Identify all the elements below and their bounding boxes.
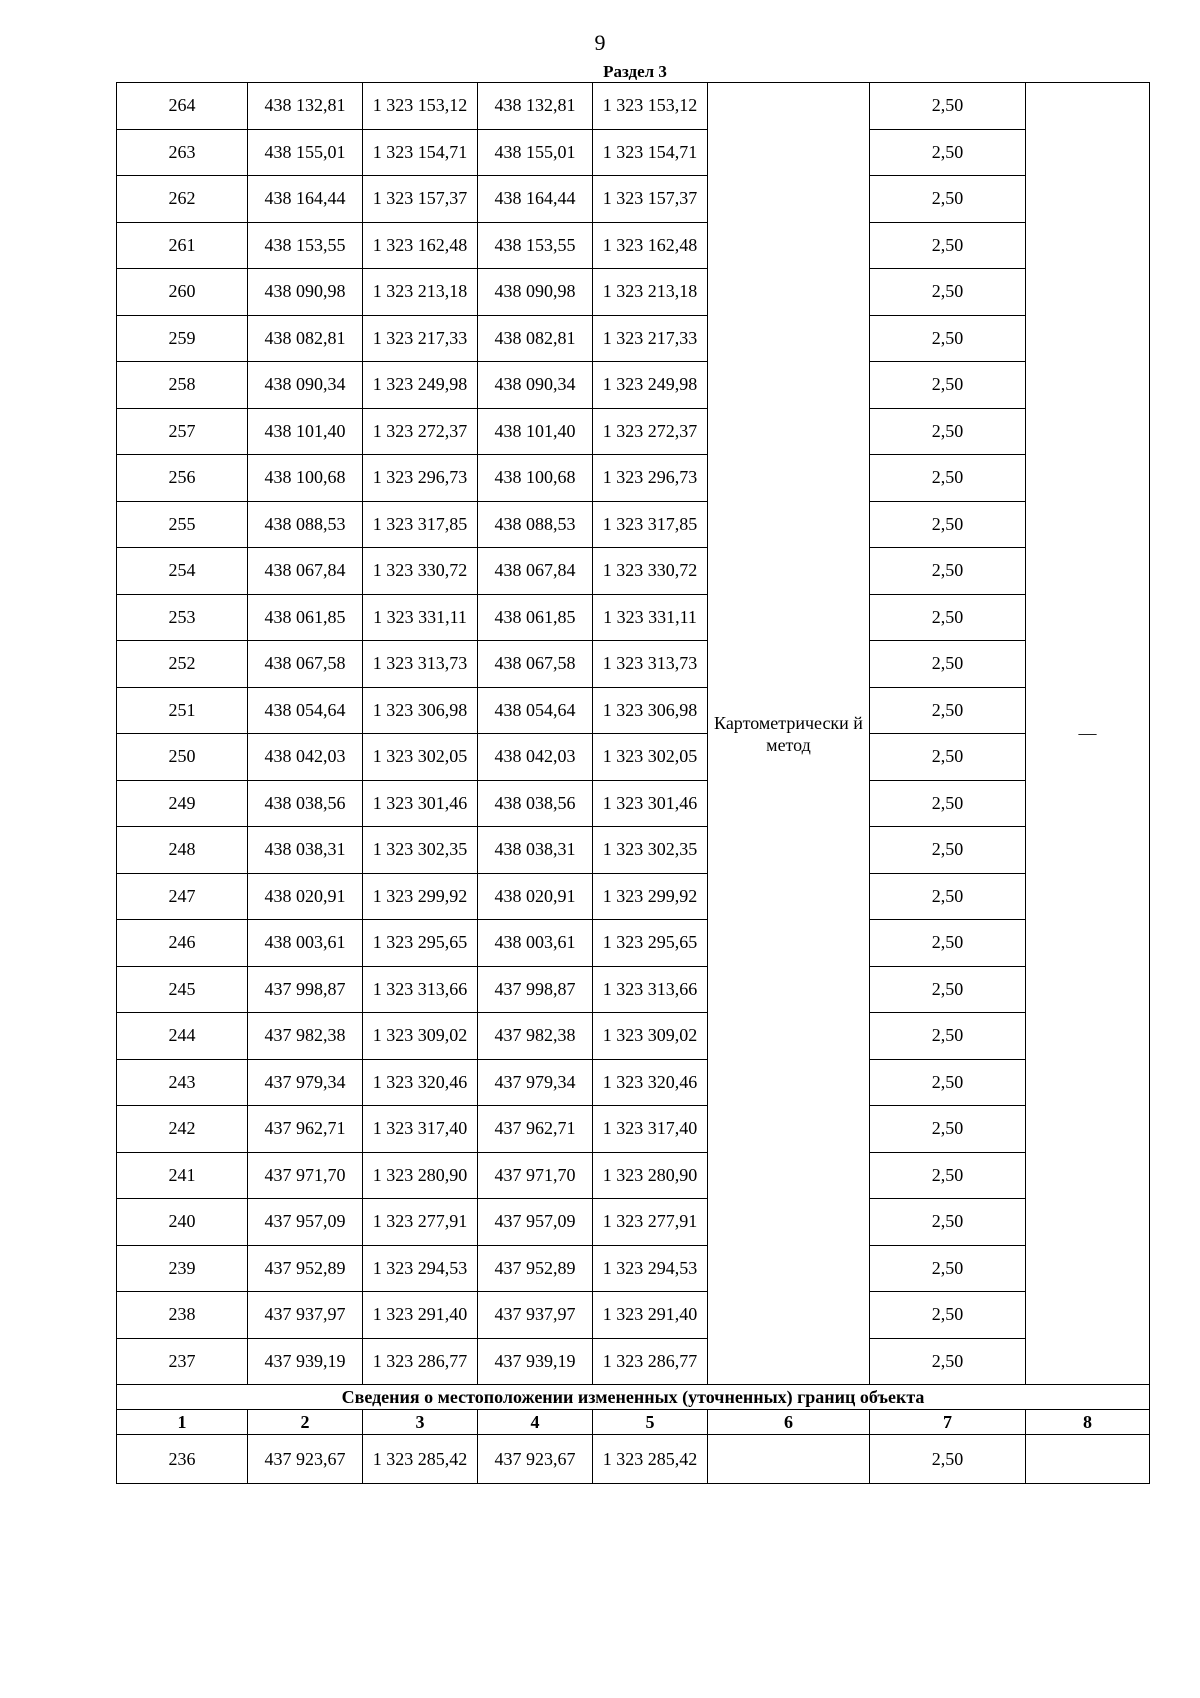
point-number-cell: 257: [117, 408, 248, 455]
x-old-cell: 437 998,87: [248, 966, 363, 1013]
y-new-cell: 1 323 277,91: [593, 1199, 708, 1246]
table-row: [117, 548, 1150, 595]
x-old-cell: 438 100,68: [248, 455, 363, 502]
x-new-cell: 438 164,44: [478, 176, 593, 223]
column-number-cell: 6: [708, 1410, 870, 1435]
y-old-cell: 1 323 330,72: [363, 548, 478, 595]
table-row: [117, 1152, 1150, 1199]
accuracy-cell: 2,50: [870, 1338, 1026, 1385]
x-old-cell: 437 979,34: [248, 1059, 363, 1106]
x-old-cell: 438 153,55: [248, 222, 363, 269]
x-new-cell: 438 082,81: [478, 315, 593, 362]
x-old-cell: 438 061,85: [248, 594, 363, 641]
x-new-cell: 437 998,87: [478, 966, 593, 1013]
y-new-cell: 1 323 330,72: [593, 548, 708, 595]
accuracy-cell: 2,50: [870, 1152, 1026, 1199]
x-old-cell: 438 067,58: [248, 641, 363, 688]
point-number-cell: 245: [117, 966, 248, 1013]
point-number-cell: 244: [117, 1013, 248, 1060]
y-new-cell: 1 323 320,46: [593, 1059, 708, 1106]
y-new-cell: 1 323 301,46: [593, 780, 708, 827]
point-number-cell: 241: [117, 1152, 248, 1199]
x-old-cell: 438 090,34: [248, 362, 363, 409]
y-old-cell: 1 323 309,02: [363, 1013, 478, 1060]
x-new-cell: 438 088,53: [478, 501, 593, 548]
x-old-cell: 438 101,40: [248, 408, 363, 455]
accuracy-cell: 2,50: [870, 269, 1026, 316]
point-number-cell: 255: [117, 501, 248, 548]
y-new-cell: 1 323 280,90: [593, 1152, 708, 1199]
table-row: [117, 315, 1150, 362]
y-old-cell: 1 323 217,33: [363, 315, 478, 362]
coordinates-table: [116, 82, 1150, 1484]
point-number-cell: 253: [117, 594, 248, 641]
x-new-cell: 437 937,97: [478, 1292, 593, 1339]
table-row: [117, 966, 1150, 1013]
x-old-cell: 438 155,01: [248, 129, 363, 176]
final-row-cell: 437 923,67: [478, 1435, 593, 1484]
subsection-row: [117, 1385, 1150, 1410]
y-old-cell: 1 323 317,40: [363, 1106, 478, 1153]
accuracy-cell: 2,50: [870, 408, 1026, 455]
y-new-cell: 1 323 154,71: [593, 129, 708, 176]
y-old-cell: 1 323 313,73: [363, 641, 478, 688]
accuracy-cell: 2,50: [870, 827, 1026, 874]
x-new-cell: 438 090,98: [478, 269, 593, 316]
point-number-cell: 239: [117, 1245, 248, 1292]
y-old-cell: 1 323 272,37: [363, 408, 478, 455]
x-new-cell: 438 038,31: [478, 827, 593, 874]
y-new-cell: 1 323 317,40: [593, 1106, 708, 1153]
y-new-cell: 1 323 294,53: [593, 1245, 708, 1292]
point-number-cell: 263: [117, 129, 248, 176]
point-number-cell: 260: [117, 269, 248, 316]
accuracy-cell: 2,50: [870, 315, 1026, 362]
y-old-cell: 1 323 294,53: [363, 1245, 478, 1292]
y-old-cell: 1 323 157,37: [363, 176, 478, 223]
accuracy-cell: 2,50: [870, 455, 1026, 502]
x-new-cell: 438 100,68: [478, 455, 593, 502]
table-row: [117, 362, 1150, 409]
x-old-cell: 438 020,91: [248, 873, 363, 920]
table-row: [117, 687, 1150, 734]
point-number-cell: 248: [117, 827, 248, 874]
y-new-cell: 1 323 302,05: [593, 734, 708, 781]
table-row: [117, 641, 1150, 688]
accuracy-cell: 2,50: [870, 734, 1026, 781]
final-row-cell: 1 323 285,42: [593, 1435, 708, 1484]
x-old-cell: 438 082,81: [248, 315, 363, 362]
x-new-cell: 438 054,64: [478, 687, 593, 734]
accuracy-cell: 2,50: [870, 176, 1026, 223]
page-number: 9: [594, 30, 606, 55]
column-number-cell: 8: [1026, 1410, 1150, 1435]
y-old-cell: 1 323 317,85: [363, 501, 478, 548]
x-new-cell: 438 067,84: [478, 548, 593, 595]
accuracy-cell: 2,50: [870, 641, 1026, 688]
y-old-cell: 1 323 291,40: [363, 1292, 478, 1339]
point-number-cell: 242: [117, 1106, 248, 1153]
point-number-cell: 251: [117, 687, 248, 734]
point-number-cell: 250: [117, 734, 248, 781]
y-old-cell: 1 323 295,65: [363, 920, 478, 967]
table-row: [117, 734, 1150, 781]
x-new-cell: 438 038,56: [478, 780, 593, 827]
final-row-cell: 2,50: [870, 1435, 1026, 1484]
x-old-cell: 438 054,64: [248, 687, 363, 734]
point-number-cell: 256: [117, 455, 248, 502]
x-new-cell: 438 155,01: [478, 129, 593, 176]
final-row-cell: 1 323 285,42: [363, 1435, 478, 1484]
y-new-cell: 1 323 217,33: [593, 315, 708, 362]
y-new-cell: 1 323 272,37: [593, 408, 708, 455]
x-old-cell: 437 952,89: [248, 1245, 363, 1292]
point-number-cell: 259: [117, 315, 248, 362]
y-old-cell: 1 323 154,71: [363, 129, 478, 176]
accuracy-cell: 2,50: [870, 129, 1026, 176]
accuracy-cell: 2,50: [870, 548, 1026, 595]
table-row: [117, 1059, 1150, 1106]
point-number-cell: 252: [117, 641, 248, 688]
x-new-cell: 437 971,70: [478, 1152, 593, 1199]
x-new-cell: 438 003,61: [478, 920, 593, 967]
column-number-cell: 3: [363, 1410, 478, 1435]
point-number-cell: 243: [117, 1059, 248, 1106]
x-old-cell: 438 090,98: [248, 269, 363, 316]
y-old-cell: 1 323 286,77: [363, 1338, 478, 1385]
final-row-cell: [708, 1435, 870, 1484]
x-new-cell: 437 957,09: [478, 1199, 593, 1246]
y-old-cell: 1 323 213,18: [363, 269, 478, 316]
subsection-title: Сведения о местоположении измененных (уточненных) границ объекта: [117, 1385, 1150, 1410]
y-old-cell: 1 323 302,05: [363, 734, 478, 781]
final-row-cell: 437 923,67: [248, 1435, 363, 1484]
accuracy-cell: 2,50: [870, 873, 1026, 920]
accuracy-cell: 2,50: [870, 594, 1026, 641]
y-new-cell: 1 323 157,37: [593, 176, 708, 223]
x-new-cell: 438 153,55: [478, 222, 593, 269]
accuracy-cell: 2,50: [870, 687, 1026, 734]
y-new-cell: 1 323 286,77: [593, 1338, 708, 1385]
section-title: Раздел 3: [603, 62, 667, 81]
point-number-cell: 240: [117, 1199, 248, 1246]
table-row: [117, 1292, 1150, 1339]
point-number-cell: 254: [117, 548, 248, 595]
y-old-cell: 1 323 320,46: [363, 1059, 478, 1106]
x-new-cell: 438 090,34: [478, 362, 593, 409]
x-old-cell: 438 003,61: [248, 920, 363, 967]
y-old-cell: 1 323 277,91: [363, 1199, 478, 1246]
accuracy-cell: 2,50: [870, 1292, 1026, 1339]
x-old-cell: 437 971,70: [248, 1152, 363, 1199]
y-new-cell: 1 323 162,48: [593, 222, 708, 269]
accuracy-cell: 2,50: [870, 222, 1026, 269]
table-row: [117, 176, 1150, 223]
accuracy-cell: 2,50: [870, 920, 1026, 967]
x-old-cell: 437 957,09: [248, 1199, 363, 1246]
x-old-cell: 438 164,44: [248, 176, 363, 223]
table-row: [117, 1106, 1150, 1153]
table-row: [117, 269, 1150, 316]
accuracy-cell: 2,50: [870, 1059, 1026, 1106]
x-new-cell: 437 952,89: [478, 1245, 593, 1292]
table-row: [117, 1245, 1150, 1292]
y-new-cell: 1 323 296,73: [593, 455, 708, 502]
table-row: [117, 83, 1150, 130]
y-old-cell: 1 323 280,90: [363, 1152, 478, 1199]
column-number-row: [117, 1410, 1150, 1435]
x-new-cell: 438 020,91: [478, 873, 593, 920]
accuracy-cell: 2,50: [870, 1013, 1026, 1060]
point-number-cell: 237: [117, 1338, 248, 1385]
x-new-cell: 437 982,38: [478, 1013, 593, 1060]
y-old-cell: 1 323 153,12: [363, 83, 478, 130]
column-number-cell: 5: [593, 1410, 708, 1435]
y-new-cell: 1 323 313,73: [593, 641, 708, 688]
column-number-cell: 7: [870, 1410, 1026, 1435]
x-old-cell: 438 067,84: [248, 548, 363, 595]
x-old-cell: 437 962,71: [248, 1106, 363, 1153]
table-row: [117, 1435, 1150, 1484]
table-row: [117, 1013, 1150, 1060]
point-number-cell: 238: [117, 1292, 248, 1339]
x-new-cell: 438 042,03: [478, 734, 593, 781]
table-row: [117, 873, 1150, 920]
point-number-cell: 258: [117, 362, 248, 409]
accuracy-cell: 2,50: [870, 1199, 1026, 1246]
table-row: [117, 1338, 1150, 1385]
table-row: [117, 920, 1150, 967]
accuracy-cell: 2,50: [870, 83, 1026, 130]
x-old-cell: 438 038,31: [248, 827, 363, 874]
y-new-cell: 1 323 291,40: [593, 1292, 708, 1339]
y-new-cell: 1 323 213,18: [593, 269, 708, 316]
x-new-cell: 438 061,85: [478, 594, 593, 641]
y-new-cell: 1 323 249,98: [593, 362, 708, 409]
table-row: [117, 1199, 1150, 1246]
y-old-cell: 1 323 301,46: [363, 780, 478, 827]
y-old-cell: 1 323 306,98: [363, 687, 478, 734]
point-number-cell: 264: [117, 83, 248, 130]
table-body: [117, 83, 1150, 1484]
y-new-cell: 1 323 153,12: [593, 83, 708, 130]
y-new-cell: 1 323 295,65: [593, 920, 708, 967]
x-new-cell: 438 101,40: [478, 408, 593, 455]
final-row-cell: [1026, 1435, 1150, 1484]
point-number-cell: 246: [117, 920, 248, 967]
x-new-cell: 437 979,34: [478, 1059, 593, 1106]
final-row-cell: 236: [117, 1435, 248, 1484]
x-old-cell: 437 982,38: [248, 1013, 363, 1060]
point-number-cell: 261: [117, 222, 248, 269]
y-new-cell: 1 323 299,92: [593, 873, 708, 920]
y-old-cell: 1 323 249,98: [363, 362, 478, 409]
method-cell: Картометрически й метод: [708, 83, 870, 1385]
x-old-cell: 438 042,03: [248, 734, 363, 781]
y-new-cell: 1 323 317,85: [593, 501, 708, 548]
point-number-cell: 247: [117, 873, 248, 920]
y-old-cell: 1 323 331,11: [363, 594, 478, 641]
column-number-cell: 4: [478, 1410, 593, 1435]
x-old-cell: 437 939,19: [248, 1338, 363, 1385]
y-old-cell: 1 323 299,92: [363, 873, 478, 920]
x-old-cell: 438 088,53: [248, 501, 363, 548]
description-dash-cell: —: [1026, 83, 1150, 1385]
accuracy-cell: 2,50: [870, 966, 1026, 1013]
point-number-cell: 249: [117, 780, 248, 827]
x-old-cell: 437 937,97: [248, 1292, 363, 1339]
accuracy-cell: 2,50: [870, 501, 1026, 548]
table-row: [117, 408, 1150, 455]
y-new-cell: 1 323 313,66: [593, 966, 708, 1013]
table-row: [117, 594, 1150, 641]
x-new-cell: 438 067,58: [478, 641, 593, 688]
y-new-cell: 1 323 309,02: [593, 1013, 708, 1060]
table-row: [117, 827, 1150, 874]
column-number-cell: 2: [248, 1410, 363, 1435]
x-old-cell: 438 038,56: [248, 780, 363, 827]
table-row: [117, 129, 1150, 176]
x-new-cell: 437 939,19: [478, 1338, 593, 1385]
accuracy-cell: 2,50: [870, 362, 1026, 409]
y-old-cell: 1 323 313,66: [363, 966, 478, 1013]
x-new-cell: 437 962,71: [478, 1106, 593, 1153]
table-row: [117, 501, 1150, 548]
table-row: [117, 455, 1150, 502]
y-old-cell: 1 323 302,35: [363, 827, 478, 874]
column-number-cell: 1: [117, 1410, 248, 1435]
point-number-cell: 262: [117, 176, 248, 223]
y-old-cell: 1 323 162,48: [363, 222, 478, 269]
x-old-cell: 438 132,81: [248, 83, 363, 130]
table-row: [117, 222, 1150, 269]
accuracy-cell: 2,50: [870, 1245, 1026, 1292]
accuracy-cell: 2,50: [870, 780, 1026, 827]
y-new-cell: 1 323 331,11: [593, 594, 708, 641]
x-new-cell: 438 132,81: [478, 83, 593, 130]
table-row: [117, 780, 1150, 827]
accuracy-cell: 2,50: [870, 1106, 1026, 1153]
y-old-cell: 1 323 296,73: [363, 455, 478, 502]
y-new-cell: 1 323 302,35: [593, 827, 708, 874]
y-new-cell: 1 323 306,98: [593, 687, 708, 734]
